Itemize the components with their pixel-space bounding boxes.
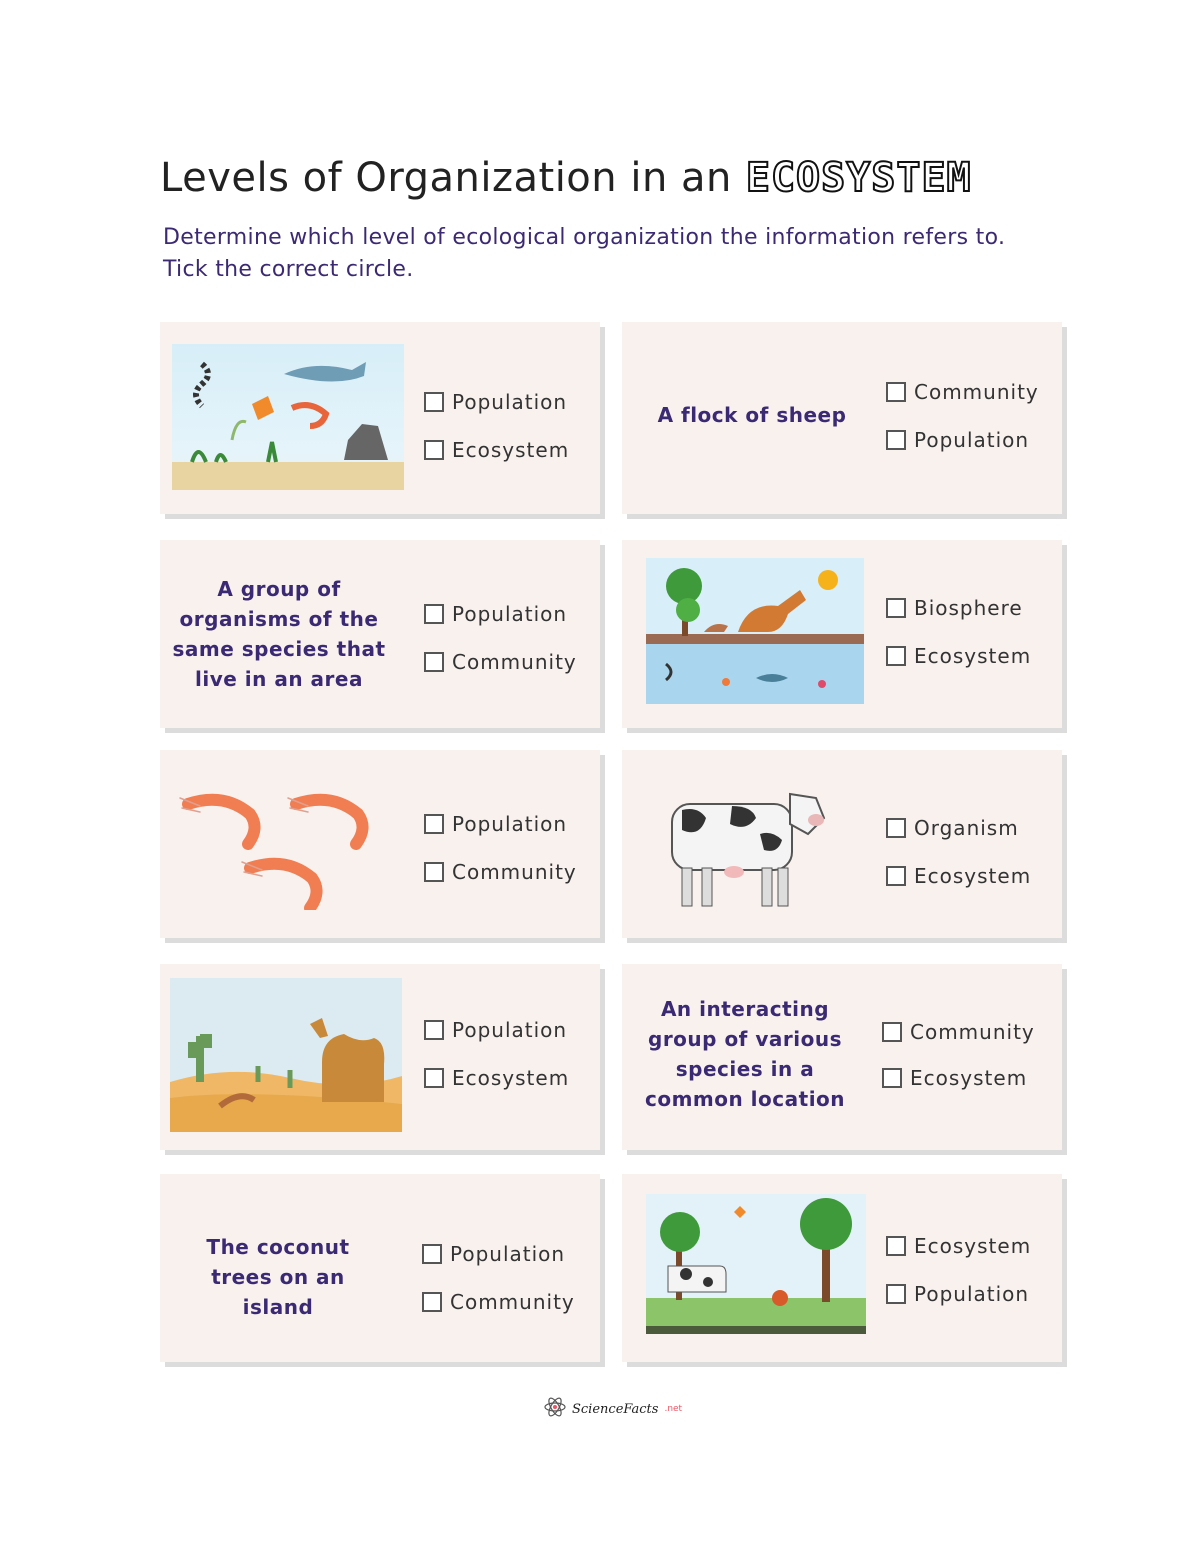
question-text [652, 400, 852, 430]
checkbox[interactable] [424, 814, 444, 834]
question-text [636, 994, 854, 1114]
checkbox[interactable] [424, 652, 444, 672]
option-6-a[interactable] [886, 816, 1019, 840]
question-line: live in an area [195, 667, 363, 691]
option-label: Population [450, 1242, 566, 1266]
footer-logo [544, 1396, 682, 1422]
question-card-7 [160, 964, 600, 1150]
option-9-b[interactable] [422, 1290, 575, 1314]
question-line: organisms of the [179, 607, 379, 631]
option-10-a[interactable] [886, 1234, 1031, 1258]
option-label: Ecosystem [914, 1234, 1032, 1258]
option-label: Population [914, 428, 1030, 452]
three-shrimp-illustration [176, 790, 386, 910]
desert-camel-scene-illustration [170, 978, 402, 1132]
option-5-a[interactable] [424, 812, 567, 836]
checkbox[interactable] [882, 1022, 902, 1042]
question-card-5 [160, 750, 600, 938]
question-line: A flock of sheep [657, 403, 847, 427]
checkbox[interactable] [424, 1068, 444, 1088]
option-1-a[interactable] [424, 390, 567, 414]
checkbox[interactable] [422, 1244, 442, 1264]
question-line: group of various [648, 1027, 842, 1051]
question-card-3 [160, 540, 600, 728]
question-line: trees on an [211, 1265, 345, 1289]
option-7-b[interactable] [424, 1066, 569, 1090]
question-line: species in a [675, 1057, 815, 1081]
option-label: Population [452, 812, 568, 836]
option-label: Population [914, 1282, 1030, 1306]
question-line: A group of [217, 577, 341, 601]
option-6-b[interactable] [886, 864, 1031, 888]
footer-logo-suffix: .net [664, 1404, 683, 1414]
checkbox[interactable] [886, 1236, 906, 1256]
checkbox[interactable] [882, 1068, 902, 1088]
option-label: Community [910, 1020, 1035, 1044]
option-1-b[interactable] [424, 438, 569, 462]
option-8-b[interactable] [882, 1066, 1027, 1090]
title-highlight: ECOSYSTEM [745, 155, 972, 201]
option-label: Population [452, 390, 568, 414]
option-label: Ecosystem [452, 1066, 570, 1090]
checkbox[interactable] [422, 1292, 442, 1312]
question-line: common location [644, 1087, 846, 1111]
meadow-cow-trees-scene-illustration [646, 1194, 866, 1334]
question-line: same species that [172, 637, 386, 661]
question-card-6 [622, 750, 1062, 938]
option-label: Ecosystem [910, 1066, 1028, 1090]
instructions-line-2: Tick the correct circle. [163, 257, 414, 282]
question-line: An interacting [660, 997, 830, 1021]
question-card-2 [622, 322, 1062, 514]
question-card-1 [160, 322, 600, 514]
option-label: Community [452, 860, 577, 884]
option-label: Population [452, 1018, 568, 1042]
checkbox[interactable] [424, 862, 444, 882]
question-text [178, 1232, 378, 1322]
question-card-9 [160, 1174, 600, 1362]
option-8-a[interactable] [882, 1020, 1035, 1044]
option-3-b[interactable] [424, 650, 577, 674]
checkbox[interactable] [424, 392, 444, 412]
option-label: Biosphere [914, 596, 1023, 620]
option-9-a[interactable] [422, 1242, 565, 1266]
option-2-a[interactable] [886, 380, 1039, 404]
question-card-10 [622, 1174, 1062, 1362]
checkbox[interactable] [424, 440, 444, 460]
page-title [160, 148, 972, 208]
option-3-a[interactable] [424, 602, 567, 626]
atom-icon [544, 1396, 566, 1422]
question-line: The coconut [206, 1235, 350, 1259]
question-line: island [242, 1295, 314, 1319]
checkbox[interactable] [886, 598, 906, 618]
option-label: Ecosystem [452, 438, 570, 462]
option-label: Ecosystem [914, 864, 1032, 888]
option-label: Population [452, 602, 568, 626]
checkbox[interactable] [424, 1020, 444, 1040]
instructions [163, 222, 1063, 286]
checkbox[interactable] [886, 430, 906, 450]
option-2-b[interactable] [886, 428, 1029, 452]
question-text [168, 574, 390, 694]
checkbox[interactable] [886, 866, 906, 886]
ocean-scene-illustration [172, 344, 404, 490]
option-label: Community [914, 380, 1039, 404]
option-5-b[interactable] [424, 860, 577, 884]
option-label: Organism [914, 816, 1019, 840]
checkbox[interactable] [886, 646, 906, 666]
forest-pond-fox-scene-illustration [646, 558, 864, 704]
option-label: Community [450, 1290, 575, 1314]
instructions-line-1: Determine which level of ecological organization the information refers to. [163, 225, 1006, 250]
checkbox[interactable] [886, 818, 906, 838]
checkbox[interactable] [886, 1284, 906, 1304]
option-10-b[interactable] [886, 1282, 1029, 1306]
option-7-a[interactable] [424, 1018, 567, 1042]
title-text: Levels of Organization in an [160, 155, 732, 201]
option-label: Community [452, 650, 577, 674]
checkbox[interactable] [424, 604, 444, 624]
option-4-b[interactable] [886, 644, 1031, 668]
footer-logo-text: ScienceFacts [572, 1401, 659, 1417]
checkbox[interactable] [886, 382, 906, 402]
cow-illustration [662, 776, 834, 912]
question-card-8 [622, 964, 1062, 1150]
option-4-a[interactable] [886, 596, 1023, 620]
question-card-4 [622, 540, 1062, 728]
option-label: Ecosystem [914, 644, 1032, 668]
